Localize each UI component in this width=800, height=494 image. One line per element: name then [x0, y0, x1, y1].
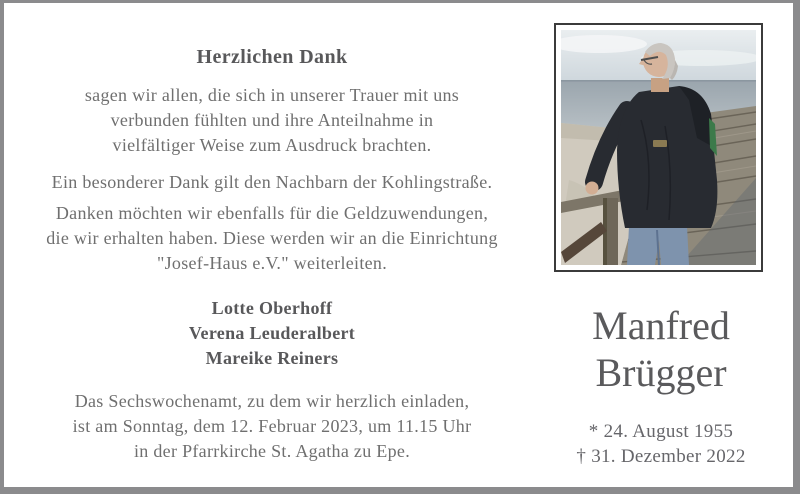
death-date: † 31. Dezember 2022 [576, 446, 746, 467]
mourner-name-2: Verena Leuderalbert [188, 323, 356, 343]
mourner-name-3: Mareike Reiners [205, 348, 339, 368]
deceased-first-name: Manfred [592, 303, 730, 348]
service-line-3: in der Pfarrkirche St. Agatha zu Epe. [133, 441, 410, 461]
birth-date: * 24. August 1955 [588, 421, 734, 442]
thanks-text-column [4, 3, 540, 464]
donations-paragraph [4, 201, 540, 276]
service-paragraph [4, 389, 540, 464]
donations-line-1: Danken möchten wir ebenfalls für die Geldzuwendungen, [55, 203, 489, 223]
donations-line-2: die wir erhalten haben. Diese werden wir an die Einrichtung [46, 228, 498, 248]
mourners-list [4, 296, 540, 371]
neighbors-paragraph [4, 170, 540, 195]
service-line-1: Das Sechswochenamt, zu dem wir herzlich einladen, [74, 391, 470, 411]
service-line-2: ist am Sonntag, dem 12. Februar 2023, um 11.15 Uhr [72, 416, 472, 436]
notice-heading: Herzlichen Dank [196, 46, 348, 68]
intro-paragraph [4, 83, 540, 158]
intro-line-1: sagen wir allen, die sich in unserer Trauer mit uns [84, 85, 460, 105]
deceased-name [536, 302, 786, 396]
seaside-boardwalk-photo [561, 30, 756, 265]
donations-line-3: "Josef-Haus e.V." weiterleiten. [156, 253, 388, 273]
life-dates [536, 419, 786, 469]
intro-line-3: vielfältiger Weise zum Ausdruck brachten. [112, 135, 432, 155]
neighbors-line: Ein besonderer Dank gilt den Nachbarn der Kohlingstraße. [51, 172, 493, 192]
intro-line-2: verbunden fühlten und ihre Anteilnahme in [110, 110, 434, 130]
deceased-last-name: Brügger [595, 350, 727, 395]
mourner-name-1: Lotte Oberhoff [211, 298, 333, 318]
memorial-photo [554, 23, 763, 272]
